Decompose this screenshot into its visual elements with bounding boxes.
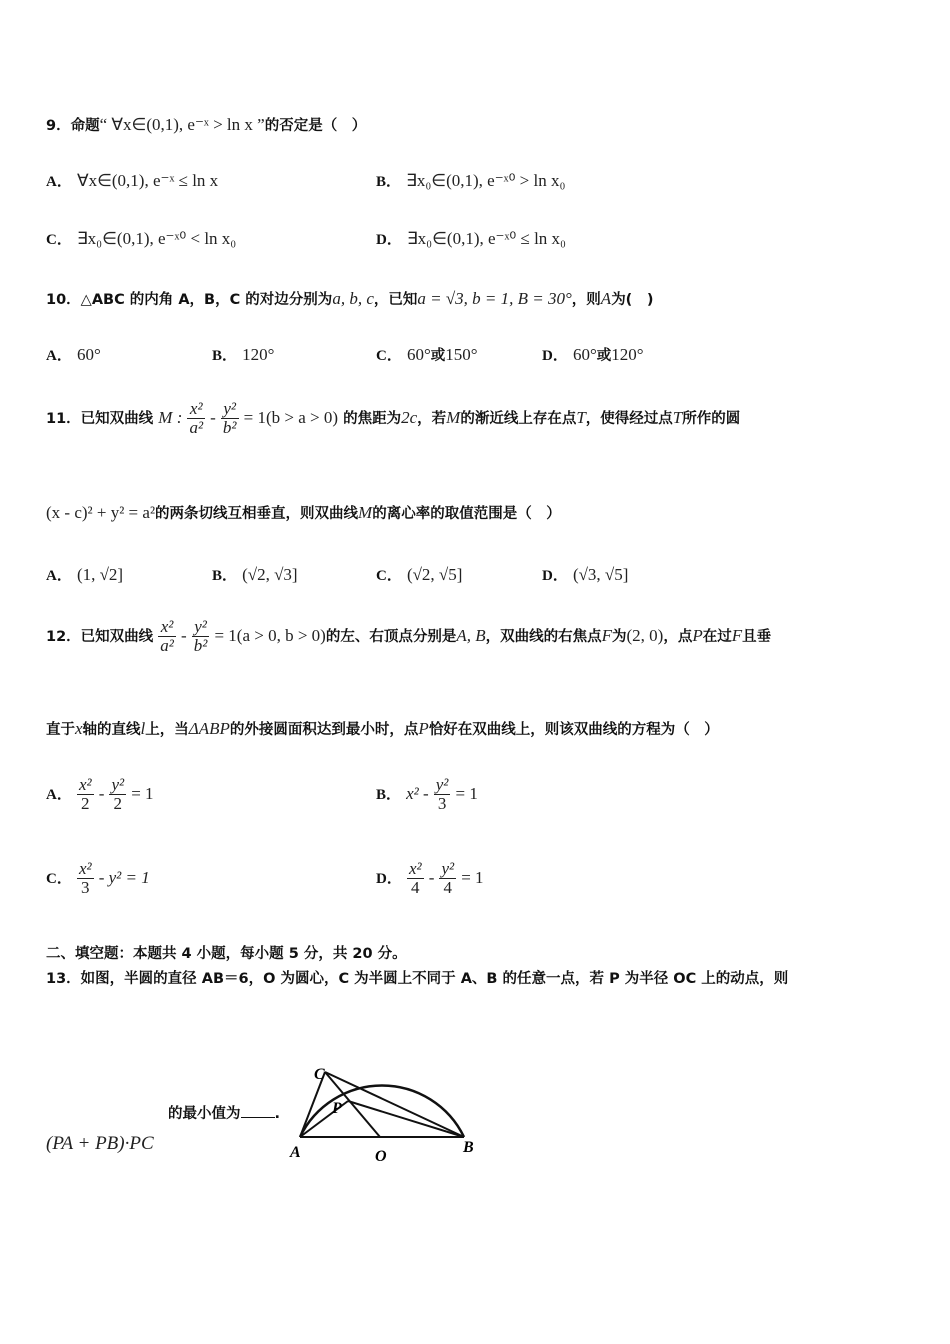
q12-frac-x: $\frac{\text{x²}}{\text{a²}}$ (160, 617, 174, 655)
q10-stem: 10．△ABC 的内角 A，B，C 的对边分别为a, b, c，已知a = √3, b = 1, B = 30°，则A为( ) (46, 289, 654, 308)
q11-stem-line2: (x - c)² + y² = a²的两条切线互相垂直，则双曲线M的离心率的取值范围是（ ） (46, 503, 561, 522)
q12-option-d: D． $\frac{\text{x²}}{4}$ - $\frac{\text{y²}}{4}$ = 1 (376, 859, 484, 897)
q12-option-c: C． $\frac{\text{x²}}{3}$ - y² = 1 (46, 859, 150, 897)
q9-stem: 9．命题“ ∀x∈(0,1), e⁻ˣ > ln x ”的否定是（ ） (46, 115, 367, 134)
q9-option-d: D． ∃x₀∈(0,1), e⁻ˣ⁰ ≤ ln x₀ (376, 229, 566, 248)
q10-option-a: A． 60° (46, 345, 101, 364)
q13-expression: (PA + PB)·PC (46, 1133, 154, 1154)
q11-option-c: C． (√2, √5] (376, 565, 463, 584)
q12-stem-line1: 12．已知双曲线 $\frac{\text{x²}}{\text{a²}}$ - $\frac{\text{y²}}{\text{b²}}$ = 1(a > 0, b > 0)的左、右顶点分别是A, B，双曲线的右焦点F为(2, 0)，点P在过F且垂 (46, 617, 772, 655)
label-A: A (290, 1144, 301, 1161)
label-P: P (332, 1100, 342, 1117)
q11-stem-line1: 11．已知双曲线 M : $\frac{\text{x²}}{\text{a²}}$ - $\frac{\text{y²}}{\text{b²}}$ = 1(b > a > 0) 的焦距为2c，若M的渐近线上存在点T，使得经过点T所作的圆 (46, 399, 741, 437)
q11-frac-x: $\frac{\text{x²}}{\text{a²}}$ (189, 399, 204, 437)
answer-blank (241, 1105, 275, 1118)
segment-CB (325, 1072, 464, 1137)
q11-option-a: A． (1, √2] (46, 565, 124, 584)
label-C: C (314, 1066, 325, 1083)
q11-option-b: B． (√2, √3] (212, 565, 298, 584)
q11-frac-y: $\frac{\text{y²}}{\text{b²}}$ (222, 399, 237, 437)
q12-option-a: A． $\frac{\text{x²}}{2}$ - $\frac{\text{y²}}{2}$ = 1 (46, 775, 154, 813)
q10-option-d: D． 60°或120° (542, 345, 644, 364)
q11-option-d: D． (√3, √5] (542, 565, 629, 584)
q12-frac-y: $\frac{\text{y²}}{\text{b²}}$ (193, 617, 208, 655)
label-B: B (463, 1139, 474, 1156)
q13-answer-line: 的最小值为 . (168, 1106, 281, 1122)
q13-stem: 13．如图，半圆的直径 AB＝6，O 为圆心，C 为半圆上不同于 A、B 的任意一点，若 P 为半径 OC 上的动点，则 (46, 971, 789, 987)
q9-option-a: A． ∀x∈(0,1), e⁻ˣ ≤ ln x (46, 171, 219, 190)
q9-formula: “ ∀x∈(0,1), e⁻ˣ > ln x ” (99, 115, 265, 134)
q9-option-c: C． ∃x₀∈(0,1), e⁻ˣ⁰ < ln x₀ (46, 229, 237, 248)
q9-option-b: B． ∃x₀∈(0,1), e⁻ˣ⁰ > ln x₀ (376, 171, 566, 190)
semicircle-figure (280, 1045, 500, 1170)
q12-stem-line2: 直于x轴的直线l上，当ΔABP的外接圆面积达到最小时，点P恰好在双曲线上，则该双曲线的方程为（ ） (46, 719, 719, 738)
section-heading: 二、填空题：本题共 4 小题，每小题 5 分，共 20 分。 (46, 946, 407, 962)
label-O: O (375, 1148, 387, 1165)
q10-option-b: B． 120° (212, 345, 275, 364)
q12-option-b: B． x² - $\frac{\text{y²}}{3}$ = 1 (376, 775, 478, 813)
q10-option-c: C． 60°或150° (376, 345, 478, 364)
